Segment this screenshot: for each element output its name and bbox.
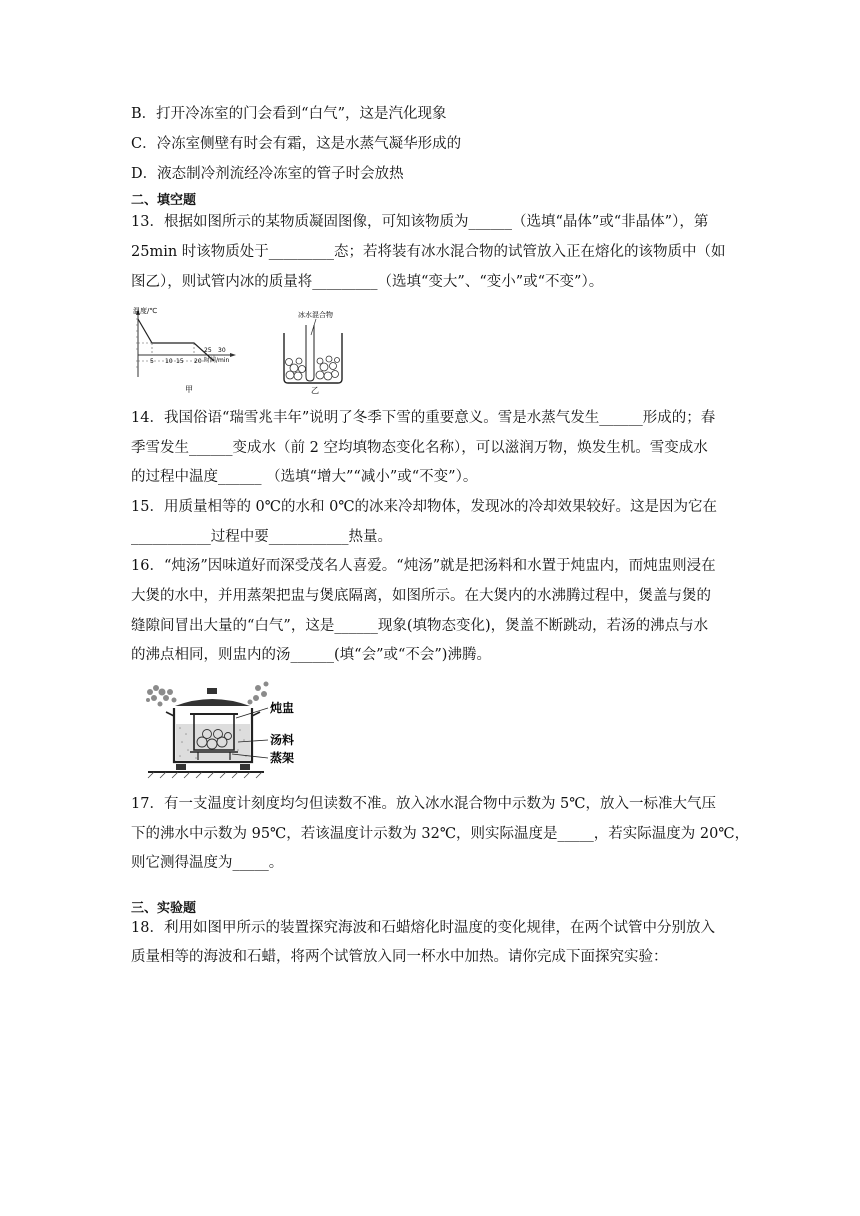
label-stew-cup: 炖盅 (270, 701, 295, 715)
q16-line-4: 的沸点相同，则盅内的汤______(填“会”或“不会”)沸腾。 (131, 647, 491, 663)
q13-line-3: 图乙），则试管内冰的质量将_________（选填“变大”、“变小”或“不变”）。 (131, 274, 604, 290)
q14-line-3: 的过程中温度______ （选填“增大”“减小”或“不变”）。 (131, 469, 478, 485)
option-d: D．液态制冷剂流经冷冻室的管子时会放热 (131, 166, 404, 182)
q13-line-2: 25min 时该物质处于_________态；若将装有冰水混合物的试管放入正在熔化的该物质中（如 (131, 244, 726, 260)
option-c: C．冷冻室侧壁有时会有霜，这是水蒸气凝华形成的 (131, 136, 462, 152)
graph-ylabel: 温度/℃ (133, 307, 158, 315)
q16-figure-pot (140, 678, 310, 780)
label-steam-rack: 蒸架 (270, 751, 295, 765)
figure-caption-jia: 甲 (185, 385, 193, 394)
steam-left-icon (146, 685, 177, 707)
x-tick: 30 (218, 347, 226, 354)
x-tick: 5 (150, 358, 154, 365)
q17-line-2: 下的沸水中示数为 95℃，若该温度计示数为 32℃，则实际温度是_____，若实际温度为 20℃， (131, 826, 750, 842)
graph-xlabel: 时间/min (204, 357, 230, 364)
q16-line-3: 缝隙间冒出大量的“白气”，这是______现象(填物态变化)，煲盖不断跳动，若汤的沸点与水 (131, 618, 709, 634)
x-tick: 15 (176, 358, 184, 365)
q13-figure-jia (128, 305, 240, 395)
figure-caption-yi: 乙 (311, 386, 319, 395)
q18-line-1: 18．利用如图甲所示的装置探究海波和石蜡熔化时温度的变化规律，在两个试管中分别放入 (131, 920, 715, 936)
label-ingredients: 汤料 (270, 733, 295, 747)
q13-figure-yi (278, 305, 353, 395)
q14-line-2: 季雪发生______变成水（前 2 空均填物态变化名称），可以滋润万物，焕发生机。雪变成水 (131, 440, 708, 456)
section-title-fill-blank: 二、填空题 (131, 193, 197, 208)
x-tick: 25 (204, 347, 212, 354)
q17-line-1: 17．有一支温度计刻度均匀但读数不准。放入冰水混合物中示数为 5℃，放入一标准大气压 (131, 796, 717, 812)
q18-line-2: 质量相等的海波和石蜡，将两个试管放入同一杯水中加热。请你完成下面探究实验： (131, 949, 668, 965)
option-b: B．打开冷冻室的门会看到“白气”，这是汽化现象 (131, 106, 447, 122)
q15-line-1: 15．用质量相等的 0℃的水和 0℃的冰来冷却物体，发现冰的冷却效果较好。这是因为它在 (131, 499, 718, 515)
section-title-experiment: 三、实验题 (131, 901, 197, 916)
q14-line-1: 14．我国俗语“瑞雪兆丰年”说明了冬季下雪的重要意义。雪是水蒸气发生______形成的；春 (131, 410, 716, 426)
x-tick: 10 (165, 358, 173, 365)
q17-line-3: 则它测得温度为_____。 (131, 855, 284, 871)
x-tick: 20 (194, 358, 202, 365)
label-ice-water-mixture: 冰水混合物 (298, 311, 333, 319)
q15-line-2: ___________过程中要___________热量。 (131, 529, 392, 545)
q16-line-1: 16．“炖汤”因味道好而深受茂名人喜爱。“炖汤”就是把汤料和水置于炖盅内，而炖盅则浸在 (131, 558, 716, 574)
q13-line-1: 13．根据如图所示的某物质凝固图像，可知该物质为______（选填“晶体”或“非晶体”），第 (131, 214, 709, 230)
steam-right-icon (248, 682, 269, 705)
q16-line-2: 大煲的水中，并用蒸架把盅与煲底隔离，如图所示。在大煲内的水沸腾过程中，煲盖与煲的 (131, 588, 711, 604)
